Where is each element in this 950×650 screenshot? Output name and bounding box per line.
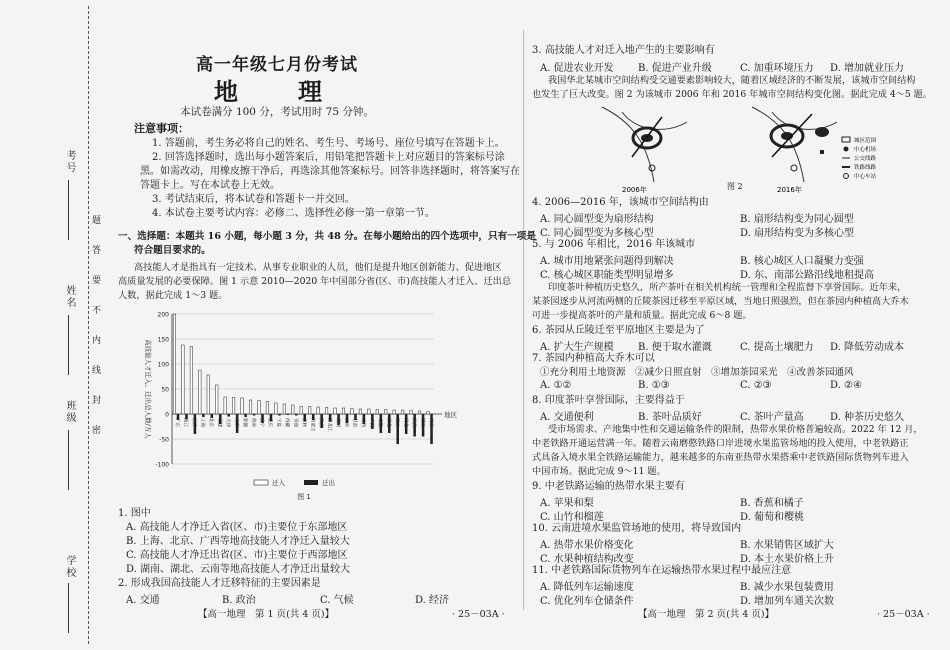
bar-out (295, 414, 298, 416)
q9-stem: 9. 中老铁路运输的热带水果主要有 (532, 481, 685, 492)
category-label: 河北 (402, 418, 408, 427)
q6-stem: 6. 茶园从丘陵迁至平原地区主要是为了 (532, 325, 705, 336)
page-1 (112, 0, 536, 650)
q3-option-c[interactable]: C. 加重环境压力 (740, 63, 814, 74)
q9-option-a[interactable]: A. 苹果和梨 (540, 498, 594, 509)
q3-option-a[interactable]: A. 促进农业开发 (540, 63, 614, 74)
q1-option-a[interactable]: A. 高技能人才净迁入省(区、市)主要位于东部地区 (126, 522, 348, 533)
q7-option-a[interactable]: A. ①② (540, 380, 572, 391)
q9-option-c[interactable]: C. 山竹和榴莲 (540, 512, 604, 523)
category-label: 上海 (199, 418, 205, 427)
category-label: 北京 (208, 418, 214, 427)
bar-in (317, 407, 320, 414)
category-label: 重庆 (267, 418, 273, 427)
bar-out (278, 414, 281, 416)
category-label: 西藏 (284, 418, 290, 427)
y-tick-label: -100 (155, 461, 169, 469)
y-tick-label: 0 (165, 411, 169, 419)
bar-in (418, 411, 421, 414)
bar-in (207, 375, 210, 414)
category-label: 辽宁 (258, 418, 264, 427)
q5-option-b[interactable]: B. 核心城区人口凝聚力变强 (740, 256, 864, 267)
bar-in (283, 404, 286, 414)
y-tick-label: 50 (161, 386, 169, 394)
bar-in (308, 407, 311, 415)
category-label: 安徽 (377, 418, 383, 427)
bar-in (224, 397, 227, 414)
q5-option-a[interactable]: A. 城市用地紧张问题得到解决 (540, 256, 674, 267)
bar-in (359, 409, 362, 414)
bar-in (292, 405, 295, 414)
category-label: 内蒙古 (309, 418, 315, 432)
page-2 (532, 0, 942, 650)
bar-in (410, 411, 413, 415)
legend-urban-area-icon (842, 137, 850, 142)
bar-in (241, 398, 244, 414)
bar-in (334, 408, 337, 414)
legend-item: 中心机场 (854, 147, 877, 153)
q8-option-c[interactable]: C. 茶叶产量高 (740, 412, 804, 423)
note-line: 1. 答题前，考生务必将自己的姓名、考生号、考场号、座位号填写在答题卡上。 (152, 138, 505, 149)
q6-option-b[interactable]: B. 便于取水灌溉 (638, 342, 712, 353)
exam-title: 高一年级七月份考试 (196, 55, 358, 75)
legend-item: 中心车站 (854, 174, 877, 180)
bar-in (300, 407, 303, 415)
page1-footer-left: 【高一地理 第 1 页(共 4 页)】 (198, 609, 335, 620)
legend-in-label: 迁入 (272, 479, 285, 487)
q10-option-d[interactable]: D. 本土水果价格上升 (740, 554, 835, 565)
bar-out (227, 414, 230, 417)
q7-stem: 7. 茶园内种植高大乔木可以 (532, 353, 655, 364)
legend-airport-icon (844, 147, 849, 152)
q9-option-b[interactable]: B. 香蕉和橘子 (740, 498, 804, 509)
intro-line: 高技能人才是指具有一定技术、从事专业职业的人员，他们是提升地区创新能力、促进地区 (134, 262, 502, 273)
name-field[interactable] (68, 315, 69, 375)
category-label: 浙江 (182, 418, 188, 427)
legend-item: 公交线路 (854, 156, 877, 162)
x-axis-label: 地区 (444, 411, 457, 419)
category-label: 云南 (343, 418, 349, 427)
y-tick-label: 100 (157, 361, 169, 369)
class-field[interactable] (68, 430, 69, 490)
map-2016 (752, 107, 837, 182)
seal-char: 不 (92, 306, 102, 316)
q2-stem: 2. 形成我国高技能人才迁移特征的主要因素是 (118, 578, 321, 589)
notes-heading: 注意事项： (134, 122, 189, 135)
q10-option-b[interactable]: B. 水果销售区域扩大 (740, 540, 834, 551)
q7-option-d[interactable]: D. ②④ (830, 380, 862, 391)
seal-char: 线 (92, 366, 102, 376)
bar-out (253, 414, 256, 416)
category-label: 山西 (360, 418, 366, 427)
q2-option-b[interactable]: B. 政治 (222, 595, 256, 606)
q4-stem: 4. 2006—2016 年，该城市空间结构由 (532, 197, 709, 208)
page2-footer-left: 【高一地理 第 2 页(共 4 页)】 (638, 609, 775, 620)
seal-char: 内 (92, 336, 102, 346)
seal-char: 题 (92, 216, 102, 226)
section-heading-cont: 符合题目要求的。 (134, 245, 211, 256)
q7-items: ①充分利用土地资源 ②减少日照直射 ③增加茶园采光 ④改善茶园通风 (540, 367, 854, 378)
q8-stem: 8. 印度茶叶享誉国际，主要得益于 (532, 395, 685, 406)
category-label: 湖南 (419, 418, 425, 427)
intro-line: 人数，据此完成 1～3 题。 (118, 290, 228, 301)
bar-in (342, 408, 345, 414)
section-heading: 一、选择题：本题共 16 小题，每小题 3 分，共 48 分。在每小题给出的四个选项中，只有一项是 (118, 231, 536, 242)
intro-line: 高质量发展的必要保障。图 1 示意 2010—2020 年中国部分省(区、市)高技能人才迁入、迁出总 (118, 276, 512, 287)
category-label: 宁夏 (275, 418, 281, 427)
intro4-line: 受市场需求、产地集中性和交通运输条件的限制，热带水果价格普遍较高。2022 年 12 月， (548, 424, 923, 435)
bar-in (190, 347, 193, 415)
bar-in (376, 410, 379, 415)
y-tick-label: 150 (157, 336, 169, 344)
bar-in (173, 314, 176, 414)
bar-in (351, 409, 354, 415)
bar-in (393, 410, 396, 414)
bar-out (287, 414, 290, 415)
q3-option-b[interactable]: B. 促进产业升级 (638, 63, 712, 74)
q7-option-b[interactable]: B. ①③ (638, 380, 670, 391)
q1-option-c[interactable]: C. 高技能人才净迁出省(区、市)主要位于西部地区 (126, 550, 348, 561)
category-label: 福建 (216, 418, 222, 427)
exam-no-field[interactable] (68, 180, 69, 240)
q3-stem: 3. 高技能人才对迁入地产生的主要影响有 (532, 45, 715, 56)
q1-stem: 1. 图中 (118, 508, 151, 519)
category-label: 吉林 (301, 418, 306, 427)
fig2-year-2006: 2006年 (622, 186, 647, 194)
bar-out (244, 414, 247, 417)
fig2-year-2016: 2016年 (777, 186, 802, 194)
intro4-line: 中国市场。据此完成 9～11 题。 (532, 466, 666, 477)
q11-option-a[interactable]: A. 降低列车运输速度 (540, 582, 634, 593)
bar-in (368, 409, 371, 414)
school-label: 学校 (64, 555, 75, 579)
intro2-line: 我国华北某城市空间结构受交通要素影响较大，随着区域经济的不断发展，该城市空间结构 (548, 75, 916, 86)
note-line: 4. 本试卷主要考试内容：必修二、选择性必修一第一章第一节。 (152, 208, 435, 219)
bar-in (182, 345, 185, 414)
q5-option-c[interactable]: C. 核心城区职能类型明显增多 (540, 270, 674, 281)
q2-option-d[interactable]: D. 经济 (415, 595, 450, 606)
page2-footer-right: · 25－03A · (877, 609, 930, 620)
q5-stem: 5. 与 2006 年相比，2016 年该城市 (532, 239, 696, 250)
bar-in (215, 385, 218, 414)
intro2-line: 也发生了巨大改变。图 2 为该城市 2006 年和 2016 年城市空间结构变化图。据此完成 4～5 题。 (532, 89, 933, 100)
exam-subject: 地 理 (214, 77, 340, 106)
intro4-line: 中老铁路开通运营满一年。随着云南磨憨铁路口岸进境水果监管场地的投入使用，中老铁路正 (532, 438, 909, 449)
q4-option-c[interactable]: C. 同心圆型变为多核心型 (540, 228, 654, 239)
class-label: 班级 (64, 400, 75, 424)
fig2-legend (842, 136, 877, 180)
q11-option-d[interactable]: D. 增加列车通关次数 (740, 596, 835, 607)
category-label: 青海 (292, 418, 298, 427)
category-label: 陕西 (317, 418, 323, 427)
note-line: 3. 考试结束后，将本试卷和答题卡一并交回。 (152, 194, 355, 205)
bar-out (202, 414, 205, 417)
category-label: 湖北 (385, 418, 391, 427)
q8-option-d[interactable]: D. 种茶历史悠久 (830, 412, 905, 423)
category-label: 江苏 (191, 418, 197, 427)
q5-option-d[interactable]: D. 东、南部公路沿线地租提高 (740, 270, 875, 281)
name-label: 姓名 (64, 285, 75, 309)
exam-no-label: 考号 (64, 150, 75, 174)
bar-in (275, 403, 278, 414)
intro3-line: 可进一步提高茶叶的产量和质量。据此完成 6～8 题。 (532, 310, 752, 321)
note-line: 2. 回答选择题时，选出每小题答案后，用铅笔把答题卡上对应题目的答案标号涂 (152, 152, 505, 163)
intro4-line: 式具备入境水果全铁路运输能力，越来越多的东南亚热带水果搭乘中老铁路国际货物列车进入 (532, 452, 909, 463)
legend-out-swatch (304, 480, 318, 485)
category-label: 山东 (233, 418, 239, 427)
y-tick-label: -50 (159, 436, 169, 444)
chart-title: 图 1 (297, 493, 311, 501)
category-label: 广西 (368, 418, 374, 427)
legend-station-icon (844, 174, 849, 179)
bar-in (427, 412, 430, 415)
q8-option-a[interactable]: A. 交通便利 (540, 412, 594, 423)
legend-item: 铁路线路 (854, 165, 877, 171)
category-label: 新疆 (241, 418, 247, 427)
q11-stem: 11. 中老铁路国际货物列车在运输热带水果过程中最应注意 (532, 565, 792, 576)
bar-in (232, 398, 235, 415)
category-label: 四川 (393, 418, 399, 427)
binding-margin (0, 0, 100, 650)
category-label: 甘肃 (351, 418, 357, 427)
q10-option-a[interactable]: A. 热带水果价格变化 (540, 540, 634, 551)
q1-option-d[interactable]: D. 湖南、湖北、云南等地高技能人才净迁出量较大 (126, 564, 351, 575)
y-tick-label: 200 (157, 311, 169, 319)
q4-option-b[interactable]: B. 扇形结构变为同心圆型 (740, 214, 854, 225)
q2-option-c[interactable]: C. 气候 (320, 595, 354, 606)
q8-option-b[interactable]: B. 茶叶品质好 (638, 412, 702, 423)
q10-stem: 10. 云南进境水果监管场地的使用，将导致国内 (532, 523, 742, 534)
q10-option-c[interactable]: C. 水果种植结构改变 (540, 554, 634, 565)
category-label: 天津 (224, 418, 230, 427)
legend-item: 城区范围 (854, 138, 877, 144)
school-field[interactable] (68, 583, 69, 633)
legend-out-label: 迁出 (322, 479, 335, 487)
legend-in-swatch (254, 480, 268, 485)
seal-char: 封 (92, 396, 102, 406)
map-2006 (602, 107, 687, 182)
q9-option-d[interactable]: D. 葡萄和樱桃 (740, 512, 805, 523)
seal-line (88, 6, 89, 644)
q3-option-d[interactable]: D. 增加就业压力 (830, 63, 905, 74)
figure-1-chart (134, 304, 474, 504)
q11-option-c[interactable]: C. 优化列车仓储条件 (540, 596, 634, 607)
q7-option-c[interactable]: C. ②③ (740, 380, 772, 391)
bar-in (199, 370, 202, 414)
category-label: 海南 (250, 418, 256, 427)
y-axis-label: 高技能人才迁入、迁出总人数/万人 (144, 339, 152, 439)
seal-char: 要 (92, 276, 102, 286)
q4-option-d[interactable]: D. 扇形结构变为多核心型 (740, 228, 855, 239)
page1-footer-right: · 25－03A · (452, 609, 505, 620)
fig2-caption: 图 2 (727, 182, 743, 191)
intro3-line: 印度茶叶种植历史悠久，所产茶叶在相关机构统一管理和全程监督下享誉国际。近年来， (548, 282, 907, 293)
seal-char: 答 (92, 246, 102, 256)
bar-in (266, 402, 269, 415)
q6-option-a[interactable]: A. 扩大生产规模 (540, 342, 614, 353)
bar-in (249, 400, 252, 414)
category-label: 河南 (427, 418, 433, 427)
bar-in (325, 408, 328, 415)
exam-meta: 本试卷满分 100 分，考试用时 75 分钟。 (180, 106, 374, 118)
q2-option-a[interactable]: A. 交通 (126, 595, 160, 606)
category-label: 江西 (410, 418, 416, 427)
q6-option-c[interactable]: C. 提高土壤肥力 (740, 342, 814, 353)
bar-in (258, 401, 261, 415)
intro3-line: 某茶园逐步从河流两侧的丘陵茶园迁移至平原区域，当地日照强烈，但在茶园内种植高大乔木 (532, 296, 909, 307)
q1-option-b[interactable]: B. 上海、北京、广西等地高技能人才净迁入量较大 (126, 536, 350, 547)
q11-option-b[interactable]: B. 减少水果包装费用 (740, 582, 834, 593)
q6-option-d[interactable]: D. 降低劳动成本 (830, 342, 905, 353)
page-divider (523, 30, 524, 610)
q4-option-a[interactable]: A. 同心圆型变为扇形结构 (540, 214, 654, 225)
category-label: 广东 (174, 418, 180, 427)
note-line: 答题卡上。写在本试卷上无效。 (140, 180, 280, 191)
note-line: 黑。如需改动，用橡皮擦干净后，再选涂其他答案标号。回答非选择题时，将答案写在 (140, 166, 520, 177)
seal-char: 密 (92, 426, 102, 436)
category-label: 黑龙江 (326, 418, 332, 432)
bar-in (384, 410, 387, 415)
category-label: 贵州 (334, 418, 340, 427)
bar-in (401, 410, 404, 414)
